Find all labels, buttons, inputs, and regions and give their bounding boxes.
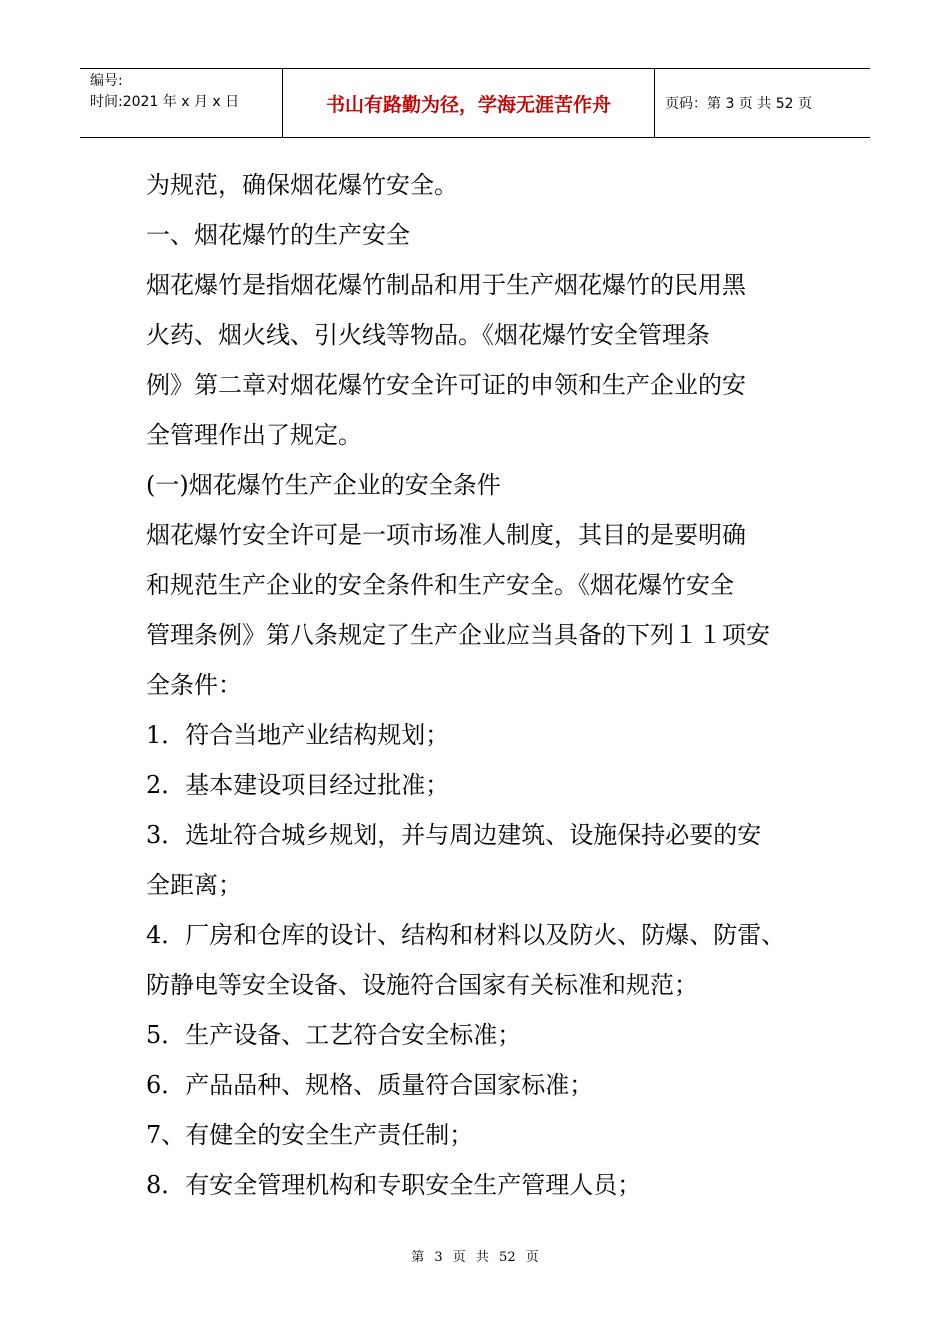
document-time-label: 时间:2021 年 x 月 x 日	[90, 94, 240, 110]
body-line: 烟花爆竹安全许可是一项市场准人制度，其目的是要明确	[146, 521, 746, 549]
body-line: 全条件：	[146, 671, 242, 699]
list-item: 3．选址符合城乡规划，并与周边建筑、设施保持必要的安	[146, 821, 762, 849]
list-item: 2．基本建设项目经过批准；	[146, 771, 450, 799]
list-item: 4．厂房和仓库的设计、结构和材料以及防火、防爆、防雷、	[146, 921, 786, 949]
section-heading: 一、烟花爆竹的生产安全	[146, 221, 410, 249]
list-item: 6．产品品种、规格、质量符合国家标准；	[146, 1071, 594, 1099]
page-header	[80, 68, 870, 138]
document-number-label: 编号:	[90, 73, 123, 89]
body-line: 烟花爆竹是指烟花爆竹制品和用于生产烟花爆竹的民用黑	[146, 271, 746, 299]
list-item: 5．生产设备、工艺符合安全标准；	[146, 1021, 522, 1049]
header-motto: 书山有路勤为径，学海无涯苦作舟	[283, 69, 655, 137]
header-page-info: 页码：第 3 页 共 52 页	[665, 96, 812, 112]
body-line: 和规范生产企业的安全条件和生产安全。《烟花爆竹安全	[146, 571, 734, 599]
list-item: 8．有安全管理机构和专职安全生产管理人员；	[146, 1171, 642, 1199]
body-line: 为规范，确保烟花爆竹安全。	[146, 171, 458, 199]
body-line: 例》第二章对烟花爆竹安全许可证的申领和生产企业的安	[146, 371, 746, 399]
list-item-continuation: 防静电等安全设备、设施符合国家有关标准和规范；	[146, 971, 698, 999]
body-line: 火药、烟火线、引火线等物品。《烟花爆竹安全管理条	[146, 321, 710, 349]
header-meta	[80, 69, 283, 137]
document-body	[146, 160, 826, 1210]
list-item: 7、有健全的安全生产责任制；	[146, 1121, 474, 1149]
subsection-heading: (一)烟花爆竹生产企业的安全条件	[146, 471, 501, 499]
body-line: 全管理作出了规定。	[146, 421, 362, 449]
page-footer: 第 3 页 共 52 页	[411, 1250, 539, 1265]
list-item: 1．符合当地产业结构规划；	[146, 721, 450, 749]
body-line: 管理条例》第八条规定了生产企业应当具备的下列１１项安	[146, 621, 770, 649]
list-item-continuation: 全距离；	[146, 871, 242, 899]
